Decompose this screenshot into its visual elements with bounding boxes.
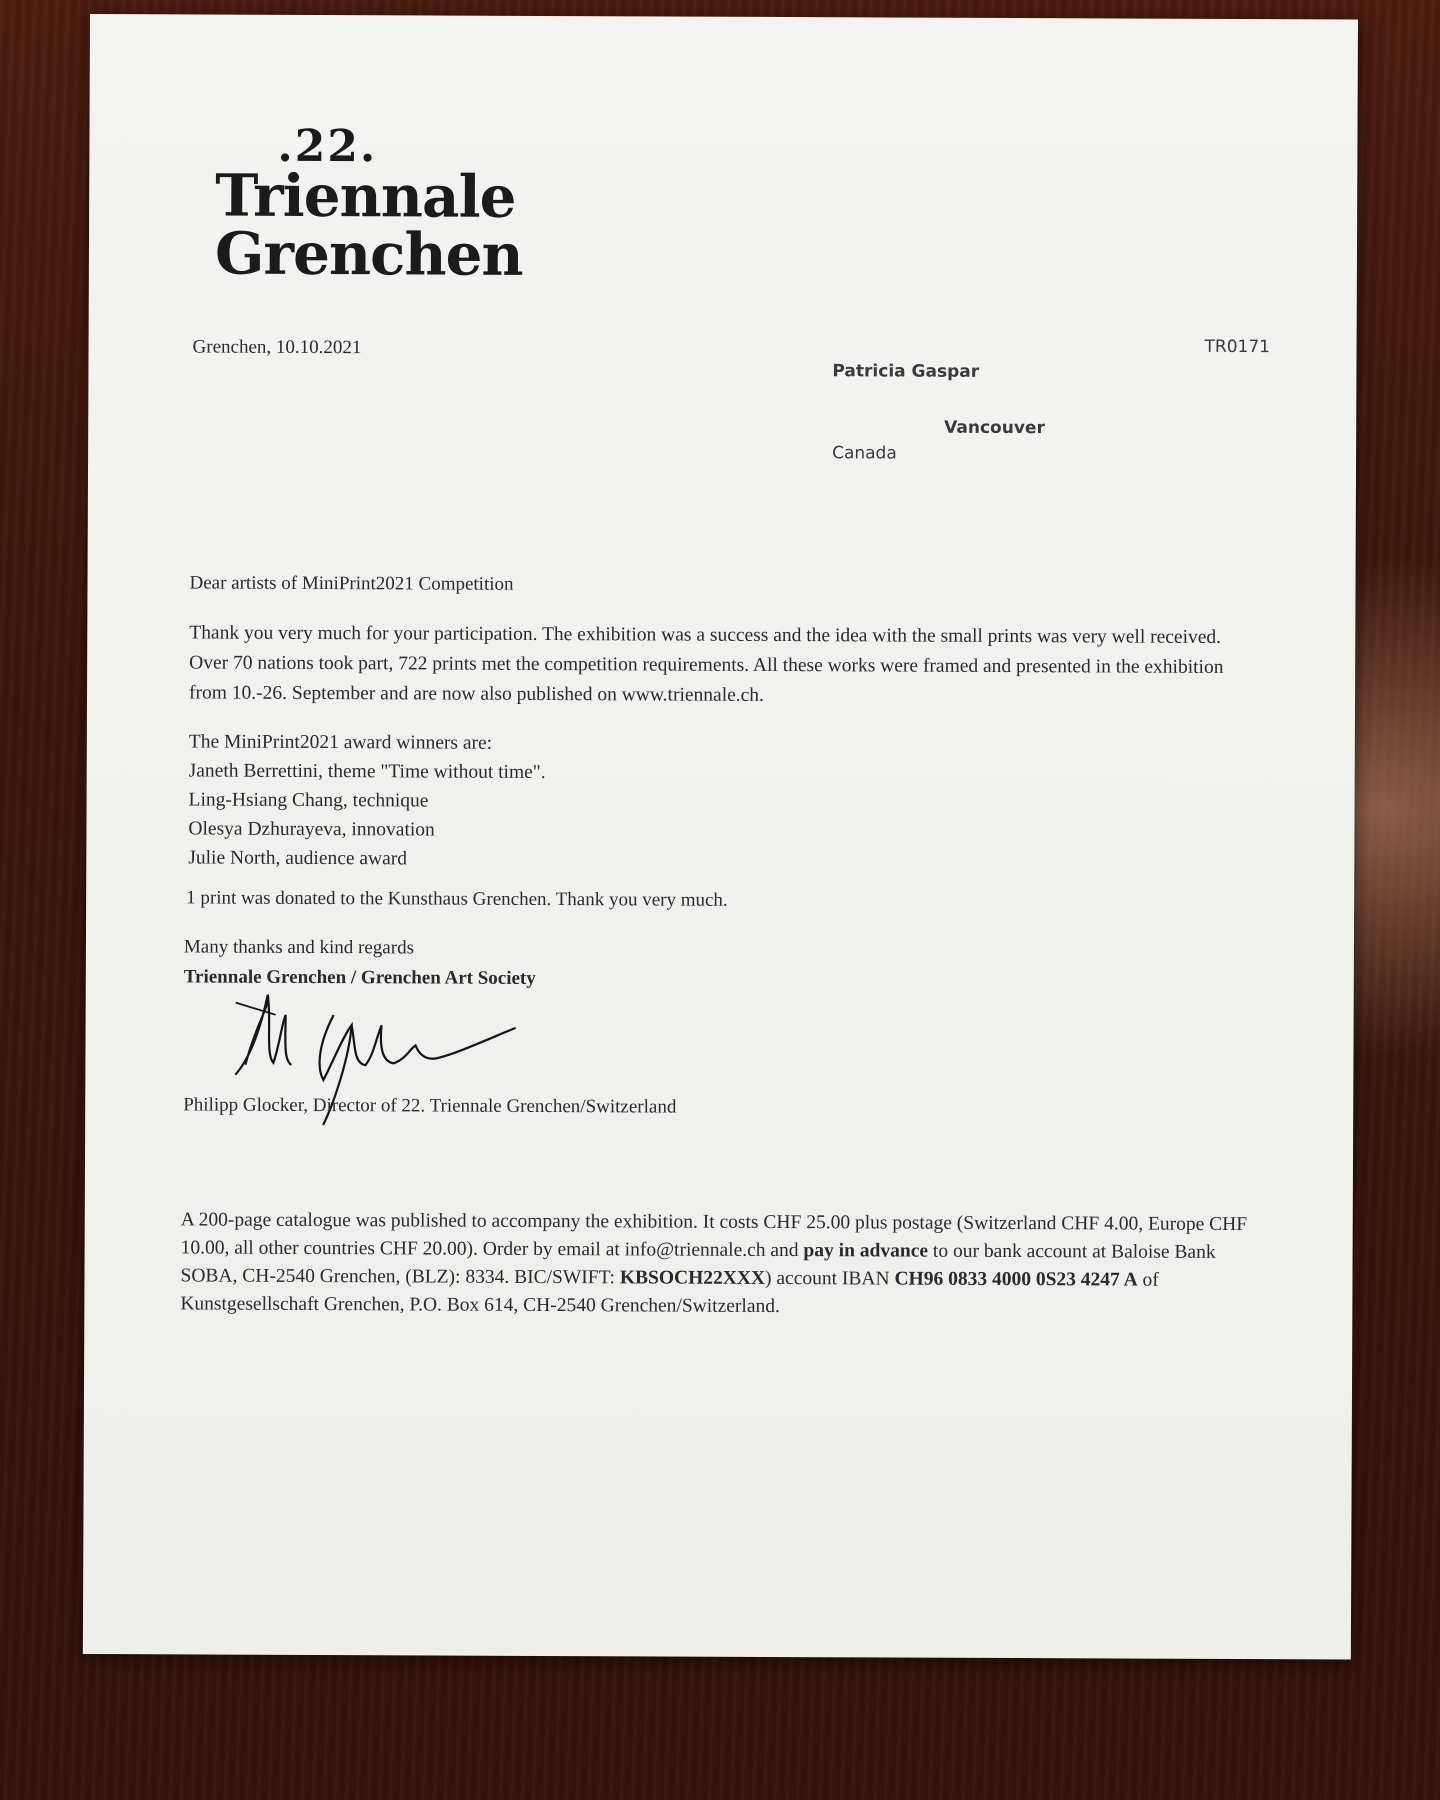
footer-text: of Kunstgesellschaft Grenchen, P.O. Box 614, CH-2540 Grenchen/Switzerland. bbox=[180, 1269, 1159, 1318]
logo-line-1: Triennale bbox=[215, 161, 516, 231]
body-paragraph: Thank you very much for your participation. The exhibition was a success and the idea with the small prints was very well received. Over 70 nations took part, 722 prints met the competition requirements. All these works were framed and presented in the exhibition from 10.-26. September and are now also published on www.triennale.ch. bbox=[188, 622, 1224, 706]
recipient-country: Canada bbox=[832, 443, 897, 464]
logo-number: .22. bbox=[277, 120, 378, 173]
donation-note: 1 print was donated to the Kunsthaus Grenchen. Thank you very much. bbox=[186, 887, 728, 911]
signatory: Philipp Glocker, Director of 22. Triennale Grenchen/Switzerland bbox=[183, 1094, 677, 1118]
footer-emphasis: pay in advance bbox=[803, 1240, 929, 1262]
triennale-logo bbox=[214, 120, 523, 289]
recipient-city: Vancouver bbox=[944, 417, 1045, 439]
winner-item: Ling-Hsiang Chang, technique bbox=[188, 789, 429, 812]
winner-item: Janeth Berrettini, theme "Time without time". bbox=[188, 760, 546, 783]
winner-item: Olesya Dzhurayeva, innovation bbox=[188, 818, 435, 841]
footer-text: to our bank account at Baloise Bank SOBA, CH-2540 Grenchen, (BLZ): 8334. BIC/SWIFT: bbox=[180, 1240, 1216, 1289]
winners-heading: The MiniPrint2021 award winners are: bbox=[188, 731, 493, 754]
closing: Many thanks and kind regards bbox=[183, 936, 415, 959]
logo-line-2: Grenchen bbox=[214, 219, 523, 289]
place-date: Grenchen, 10.10.2021 bbox=[192, 336, 362, 359]
footer-note bbox=[180, 1206, 1262, 1323]
sender-organisation: Triennale Grenchen / Grenchen Art Society bbox=[183, 966, 536, 989]
reference-number: TR0171 bbox=[1204, 336, 1271, 358]
recipient-name: Patricia Gaspar bbox=[832, 361, 980, 382]
iban-number: CH96 0833 4000 0S23 4247 A bbox=[894, 1268, 1138, 1291]
swift-code: KBSOCH22XXX bbox=[619, 1267, 766, 1289]
footer-text: ) account IBAN bbox=[765, 1267, 895, 1290]
winner-item: Julie North, audience award bbox=[188, 847, 408, 870]
letter-page bbox=[83, 14, 1358, 1660]
footer-text: A 200-page catalogue was published to accompany the exhibition. It costs CHF 25.00 plus postage (Switzerland CHF 4.00, Europe CHF 10.00, all other countries CHF 20.00). Order by email at info@triennale.ch and bbox=[180, 1209, 1248, 1262]
winners-list bbox=[188, 727, 546, 874]
salutation: Dear artists of MiniPrint2021 Competition bbox=[189, 572, 514, 595]
